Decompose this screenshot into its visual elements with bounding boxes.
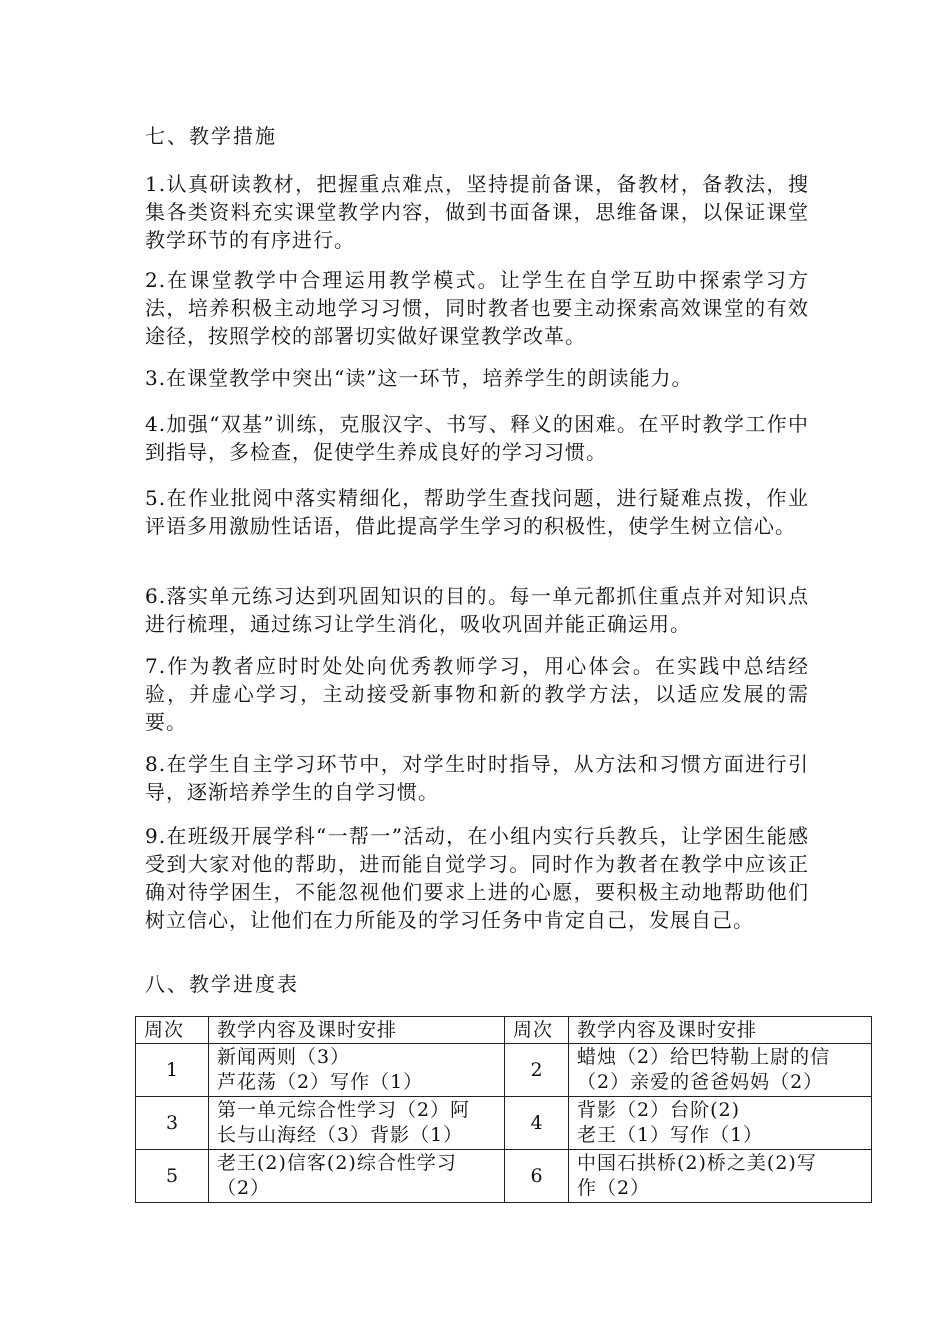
measure-item-5: 5.在作业批阅中落实精细化，帮助学生查找问题，进行疑难点拨，作业评语多用激励性话语，借此提高学生学习的积极性，使学生树立信心。 <box>145 486 809 538</box>
measure-item-2: 2.在课堂教学中合理运用教学模式。让学生在自学互助中探索学习方法，培养积极主动地学习习惯，同时教者也要主动探索高效课堂的有效途径，按照学校的部署切实做好课堂教学改革。 <box>145 268 809 348</box>
header-week-a: 周次 <box>136 1017 209 1044</box>
lesson-content <box>209 1044 505 1097</box>
measure-item-4: 4.加强“双基”训练，克服汉字、书写、释义的困难。在平时教学工作中到指导，多检查，促使学生养成良好的学习习惯。 <box>145 412 809 464</box>
lesson-line: 中国石拱桥(2)桥之美(2)写 <box>577 1152 817 1174</box>
lesson-line: （2） <box>217 1177 271 1199</box>
lesson-line: 芦花荡（2）写作（1） <box>217 1071 424 1093</box>
lesson-line: 蜡烛（2）给巴特勒上尉的信 <box>577 1046 831 1068</box>
measure-item-8: 8.在学生自主学习环节中，对学生时时指导，从方法和习惯方面进行引导，逐渐培养学生的自学习惯。 <box>145 752 809 804</box>
measure-item-9: 9.在班级开展学科“一帮一”活动，在小组内实行兵教兵，让学困生能感受到大家对他的帮助，进而能自觉学习。同时作为教者在教学中应该正确对待学困生，不能忽视他们要求上进的心愿，要积极主动地帮助他们树立信心，让他们在力所能及的学习任务中肯定自己，发展自己。 <box>145 824 809 932</box>
lesson-line: 背影（2）台阶(2) <box>577 1099 741 1121</box>
week-number: 1 <box>136 1044 209 1097</box>
header-content-a: 教学内容及课时安排 <box>209 1017 505 1044</box>
table-row <box>136 1150 872 1203</box>
header-week-b: 周次 <box>505 1017 569 1044</box>
measure-item-6: 6.落实单元练习达到巩固知识的目的。每一单元都抓住重点并对知识点进行梳理，通过练习让学生消化，吸收巩固并能正确运用。 <box>145 584 809 636</box>
table-row <box>136 1097 872 1150</box>
measure-item-1: 1.认真研读教材，把握重点难点，坚持提前备课，备教材，备教法，搜集各类资料充实课堂教学内容，做到书面备课，思维备课，以保证课堂教学环节的有序进行。 <box>145 172 809 252</box>
table-row <box>136 1044 872 1097</box>
section-heading-measures: 七、教学措施 <box>145 124 277 148</box>
lesson-content <box>569 1097 872 1150</box>
lesson-line: 作（2） <box>577 1177 651 1199</box>
section-heading-schedule: 八、教学进度表 <box>145 972 299 996</box>
lesson-content <box>209 1097 505 1150</box>
week-number: 3 <box>136 1097 209 1150</box>
lesson-content <box>209 1150 505 1203</box>
lesson-content <box>569 1044 872 1097</box>
week-number: 2 <box>505 1044 569 1097</box>
week-number: 6 <box>505 1150 569 1203</box>
table-header-row <box>136 1017 872 1044</box>
lesson-line: 新闻两则（3） <box>217 1046 351 1068</box>
lesson-line: 长与山海经（3）背影（1） <box>217 1124 464 1146</box>
lesson-content <box>569 1150 872 1203</box>
header-content-b: 教学内容及课时安排 <box>569 1017 872 1044</box>
measure-item-7: 7.作为教者应时时处处向优秀教师学习，用心体会。在实践中总结经验，并虚心学习，主动接受新事物和新的教学方法，以适应发展的需要。 <box>145 654 809 734</box>
lesson-line: （2）亲爱的爸爸妈妈（2） <box>577 1071 824 1093</box>
lesson-line: 第一单元综合性学习（2）阿 <box>217 1099 471 1121</box>
teaching-schedule-table <box>135 1016 872 1203</box>
lesson-line: 老王(2)信客(2)综合性学习 <box>217 1152 457 1174</box>
lesson-line: 老王（1）写作（1） <box>577 1124 764 1146</box>
week-number: 5 <box>136 1150 209 1203</box>
measure-item-3: 3.在课堂教学中突出“读”这一环节，培养学生的朗读能力。 <box>145 366 693 390</box>
week-number: 4 <box>505 1097 569 1150</box>
